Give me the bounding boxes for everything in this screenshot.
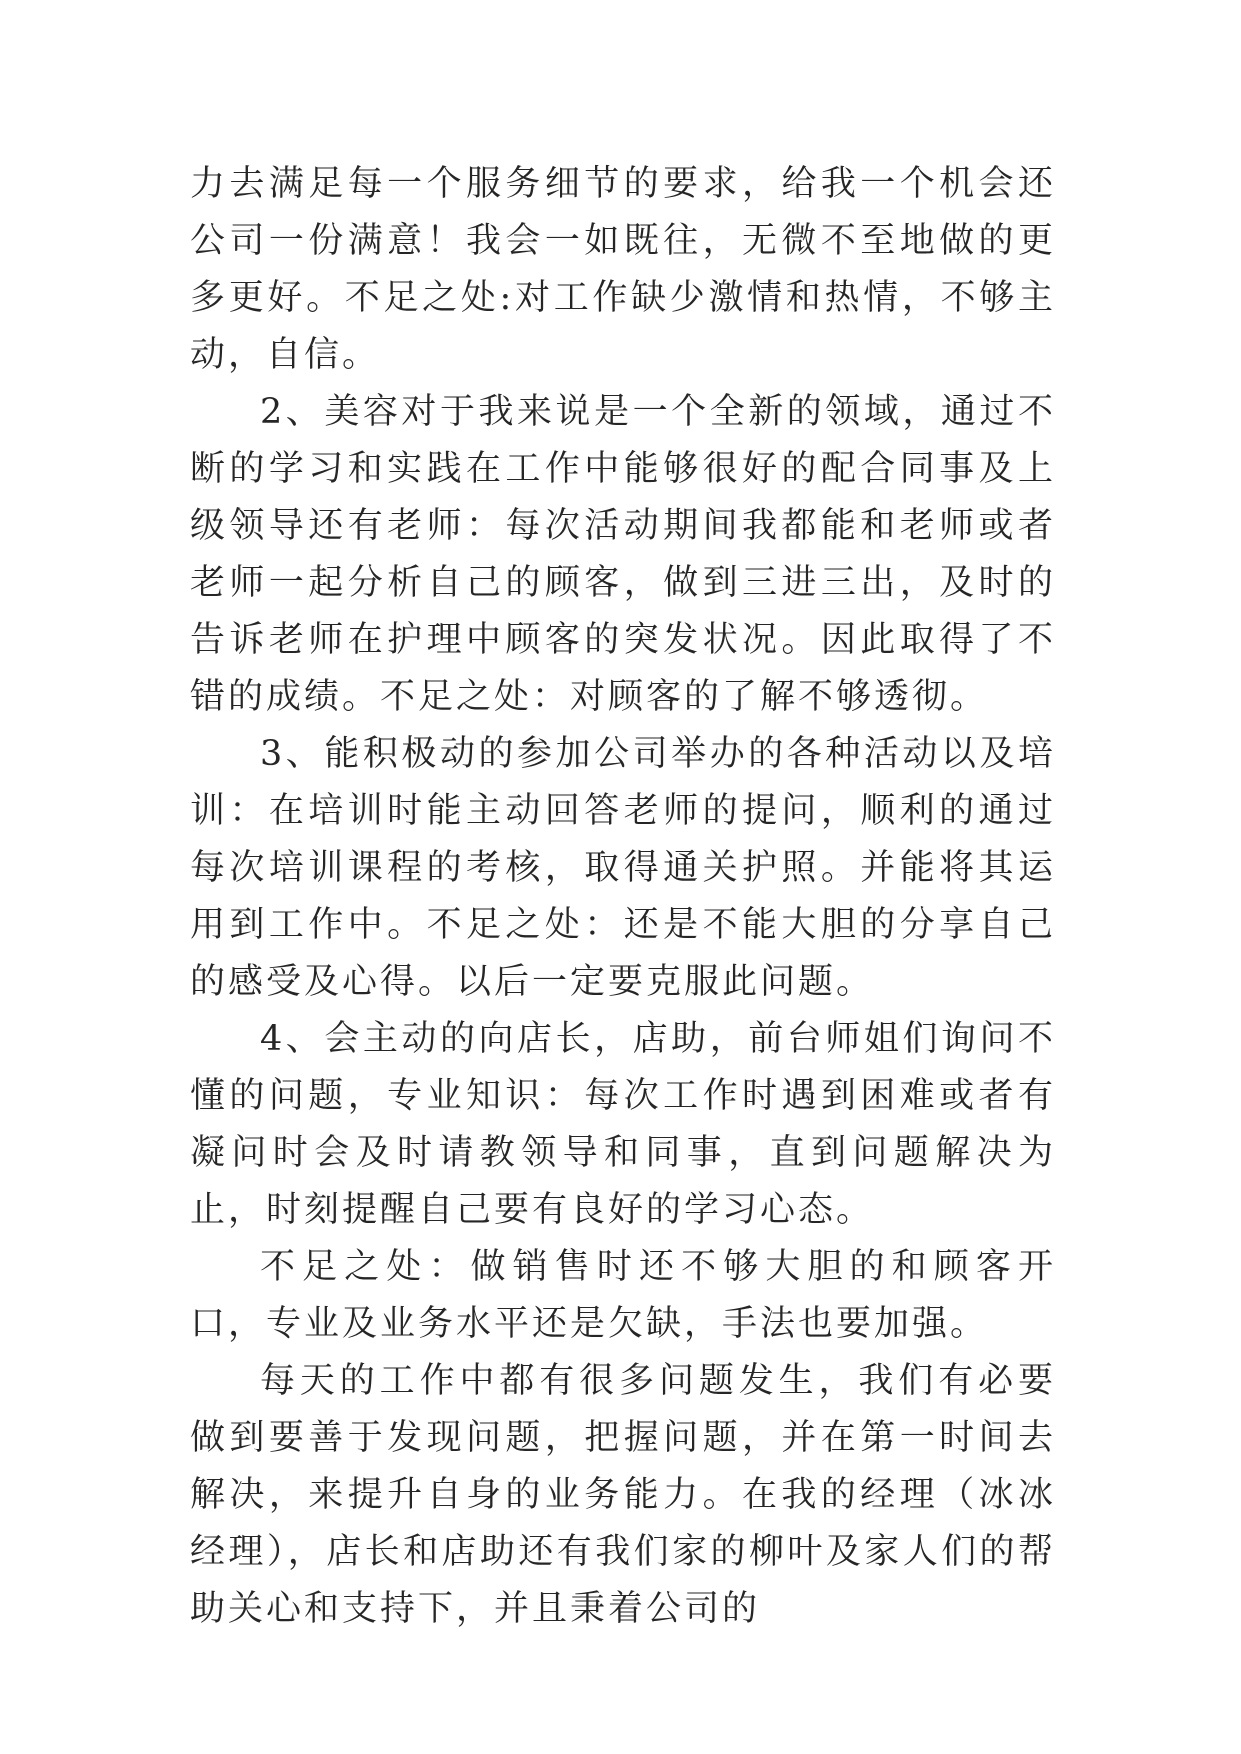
paragraph-item-4: 4、会主动的向店长，店助，前台师姐们询问不懂的问题，专业知识：每次工作时遇到困难或者有凝问时会及时请教领导和同事，直到问题解决为止，时刻提醒自己要有良好的学习心态。: [190, 1019, 1056, 1230]
paragraph-item-3: 3、能积极动的参加公司举办的各种活动以及培训：在培训时能主动回答老师的提问，顺利的通过每次培训课程的考核，取得通关护照。并能将其运用到工作中。不足之处：还是不能大胆的分享自己的感受及心得。以后一定要克服此问题。: [190, 734, 1056, 1002]
paragraph-daily-work: 每天的工作中都有很多问题发生，我们有必要做到要善于发现问题，把握问题，并在第一时间去解决，来提升自身的业务能力。在我的经理（冰冰经理），店长和店助还有我们家的柳叶及家人们的帮助关心和支持下，并且秉着公司的: [190, 1361, 1056, 1629]
paragraph-shortcomings: 不足之处：做销售时还不够大胆的和顾客开口，专业及业务水平还是欠缺，手法也要加强。: [190, 1247, 1056, 1344]
paragraph-item-2: 2、美容对于我来说是一个全新的领域，通过不断的学习和实践在工作中能够很好的配合同事及上级领导还有老师：每次活动期间我都能和老师或者老师一起分析自己的顾客，做到三进三出，及时的告诉老师在护理中顾客的突发状况。因此取得了不错的成绩。不足之处：对顾客的了解不够透彻。: [190, 392, 1056, 717]
paragraph-continuation: 力去满足每一个服务细节的要求，给我一个机会还公司一份满意！我会一如既往，无微不至地做的更多更好。不足之处:对工作缺少激情和热情，不够主动，自信。: [190, 164, 1056, 375]
body-text: [190, 156, 1056, 1638]
